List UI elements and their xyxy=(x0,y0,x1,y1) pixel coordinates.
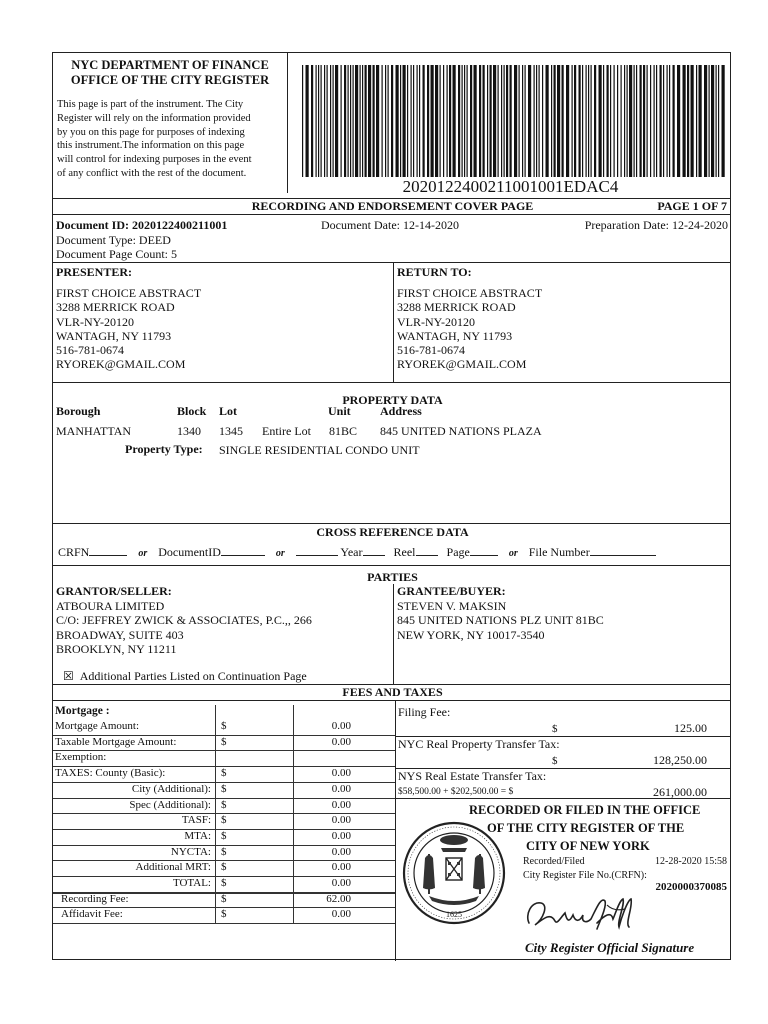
page-ref-label: Page xyxy=(446,545,470,559)
fee-label: Exemption: xyxy=(55,751,107,764)
fee-amount: 0.00 xyxy=(331,720,351,732)
page-count-label: Document Page Count: xyxy=(56,247,168,261)
return-to-label: RETURN TO: xyxy=(397,265,472,279)
reel-label: Reel xyxy=(393,545,416,559)
grantor-line: BROADWAY, SUITE 403 xyxy=(56,627,184,642)
nyc-transfer-tax-label: NYC Real Property Transfer Tax: xyxy=(398,737,560,751)
fee-dollar: $ xyxy=(221,798,227,811)
fee-row xyxy=(53,750,397,765)
fee-row xyxy=(53,845,397,860)
cover-page-document xyxy=(52,52,731,960)
filing-fee-amount: 125.00 xyxy=(674,721,707,735)
fee-dollar: $ xyxy=(221,829,227,842)
fee-amount: 0.00 xyxy=(331,829,351,842)
document-type: DEED xyxy=(138,233,171,247)
fee-dollar: $ xyxy=(221,735,227,748)
document-id-label: Document ID: xyxy=(56,218,129,232)
document-date: 12-14-2020 xyxy=(402,218,459,232)
recorded-heading-line1: RECORDED OR FILED IN THE OFFICE xyxy=(469,803,701,817)
presenter-line: FIRST CHOICE ABSTRACT xyxy=(56,286,202,300)
fee-amount: 0.00 xyxy=(331,814,351,827)
filing-fee-dollar: $ xyxy=(552,723,558,735)
fee-label: Affidavit Fee: xyxy=(61,908,123,921)
presenter-line: WANTAGH, NY 11793 xyxy=(56,328,172,343)
crfn-number-label: City Register File No.(CRFN): xyxy=(523,870,647,881)
fee-label: Taxable Mortgage Amount: xyxy=(55,735,177,748)
fee-dollar: $ xyxy=(221,720,227,732)
address-header: Address xyxy=(380,404,422,418)
nys-transfer-tax-calc: $58,500.00 + $202,500.00 = $ xyxy=(398,787,514,797)
fee-dollar: $ xyxy=(221,861,227,874)
fee-dollar: $ xyxy=(221,845,227,858)
additional-parties-line xyxy=(63,669,307,683)
return-to-address xyxy=(397,286,542,372)
file-number-label: File Number xyxy=(528,545,590,559)
fee-label: TOTAL: xyxy=(172,877,211,889)
borough-header: Borough xyxy=(56,404,101,418)
indexing-notice xyxy=(57,98,252,181)
fee-row xyxy=(53,829,397,844)
property-type-label: Property Type: xyxy=(125,442,203,456)
fee-dollar: $ xyxy=(221,767,227,780)
fee-amount: 0.00 xyxy=(331,845,351,858)
year-label: Year xyxy=(340,545,363,559)
notice-line: Register will rely on the information provided xyxy=(57,112,251,124)
return-to-line: VLR-NY-20120 xyxy=(397,314,475,329)
grantee-line: 845 UNITED NATIONS PLZ UNIT 81BC xyxy=(397,613,604,628)
fee-amount: 0.00 xyxy=(331,735,351,748)
presenter-address xyxy=(56,286,201,372)
grantor-line: C/O: JEFFREY ZWICK & ASSOCIATES, P.C.,, 266 xyxy=(56,613,312,628)
notice-line: will control for indexing purposes in the event xyxy=(57,154,252,166)
fee-amount: 0.00 xyxy=(331,767,351,780)
city-seal-icon xyxy=(399,818,509,928)
grantor-label: GRANTOR/SELLER: xyxy=(56,584,172,598)
return-to-line: 3288 MERRICK ROAD xyxy=(397,300,516,315)
page-count: 5 xyxy=(170,247,177,261)
grantor-line: ATBOURA LIMITED xyxy=(56,599,165,613)
presenter-line: RYOREK@GMAIL.COM xyxy=(56,357,186,372)
nyc-transfer-tax-amount: 128,250.00 xyxy=(653,753,707,767)
fee-label: City (Additional): xyxy=(131,782,211,795)
notice-line: by you on this page for purposes of indexing xyxy=(57,126,245,138)
fee-dollar: $ xyxy=(221,782,227,795)
additional-parties-text: Additional Parties Listed on Continuation Page xyxy=(79,669,307,683)
or-connector: or xyxy=(508,548,518,559)
fee-row xyxy=(53,735,397,750)
register-signature-icon xyxy=(521,893,651,935)
fee-label: NYCTA: xyxy=(170,845,211,858)
department-name: NYC DEPARTMENT OF FINANCE xyxy=(71,58,269,72)
grantee-line: STEVEN V. MAKSIN xyxy=(397,599,507,613)
entire-lot-value: Entire Lot xyxy=(262,424,311,438)
fee-amount: 0.00 xyxy=(331,798,351,811)
preparation-date: 12-24-2020 xyxy=(672,218,728,232)
notice-line: this instrument.The information on this page xyxy=(57,140,245,152)
fee-label: TASF: xyxy=(181,814,211,827)
recorded-filed-datetime: 12-28-2020 15:58 xyxy=(655,856,727,867)
fee-row xyxy=(53,719,397,734)
fee-row xyxy=(53,798,397,813)
document-id-line xyxy=(56,218,227,232)
office-name: OFFICE OF THE CITY REGISTER xyxy=(70,73,270,87)
fee-label: Additional MRT: xyxy=(135,861,211,874)
fee-row xyxy=(53,766,397,781)
barcode-number: 2020122400211001001EDAC4 xyxy=(402,177,619,196)
unit-header: Unit xyxy=(328,404,351,418)
fee-row xyxy=(53,782,397,797)
fee-row xyxy=(53,907,397,922)
fee-label: Recording Fee: xyxy=(61,892,129,905)
grantor-details xyxy=(56,599,312,656)
fees-title: FEES AND TAXES xyxy=(342,685,443,699)
notice-line: of any conflict with the rest of the document. xyxy=(57,167,247,179)
fee-row xyxy=(53,876,397,891)
grantee-line: NEW YORK, NY 10017-3540 xyxy=(397,627,545,642)
property-type-value: SINGLE RESIDENTIAL CONDO UNIT xyxy=(219,443,420,457)
seal-year: 1625 xyxy=(446,910,462,919)
grantee-label: GRANTEE/BUYER: xyxy=(397,584,506,598)
recorded-heading-line2: OF THE CITY REGISTER OF THE xyxy=(487,821,685,835)
document-id-ref-label: DocumentID xyxy=(158,545,221,559)
preparation-date-label: Preparation Date: xyxy=(584,218,669,232)
block-value: 1340 xyxy=(177,424,201,438)
return-to-line: 516-781-0674 xyxy=(397,343,465,358)
fee-amount: 62.00 xyxy=(326,892,351,905)
fee-amount: 0.00 xyxy=(331,908,351,921)
crfn-label: CRFN xyxy=(58,545,90,559)
property-data-title: PROPERTY DATA xyxy=(342,393,443,407)
document-date-label: Document Date: xyxy=(321,218,400,232)
preparation-date-line xyxy=(585,218,728,232)
fee-row xyxy=(53,860,397,875)
crfn-number: 2020000370085 xyxy=(655,881,727,893)
presenter-line: 3288 MERRICK ROAD xyxy=(56,300,175,315)
presenter-label: PRESENTER: xyxy=(56,265,133,279)
grantee-details xyxy=(397,599,604,642)
fee-row xyxy=(53,813,397,828)
or-connector: or xyxy=(138,548,148,559)
return-to-line: FIRST CHOICE ABSTRACT xyxy=(397,286,543,300)
fee-label: TAXES: County (Basic): xyxy=(55,767,166,780)
cover-page-title: RECORDING AND ENDORSEMENT COVER PAGE xyxy=(251,199,534,213)
parties-title: PARTIES xyxy=(367,570,418,584)
fee-amount: 0.00 xyxy=(331,877,351,889)
fee-dollar: $ xyxy=(221,814,227,827)
page-count-line xyxy=(56,247,177,261)
nyc-transfer-tax-dollar: $ xyxy=(552,755,558,767)
block-header: Block xyxy=(177,404,207,418)
borough-value: MANHATTAN xyxy=(56,424,132,438)
nys-transfer-tax-amount: 261,000.00 xyxy=(653,785,707,799)
fee-label: MTA: xyxy=(184,829,211,842)
notice-line: This page is part of the instrument. The City xyxy=(57,99,244,110)
fee-amount: 0.00 xyxy=(331,861,351,874)
nys-transfer-tax-label: NYS Real Estate Transfer Tax: xyxy=(398,769,547,783)
unit-value: 81BC xyxy=(329,424,358,438)
filing-fee-label: Filing Fee: xyxy=(398,705,451,719)
fee-label: Spec (Additional): xyxy=(129,798,211,811)
return-to-line: WANTAGH, NY 11793 xyxy=(397,328,513,343)
document-type-line xyxy=(56,233,171,247)
return-to-line: RYOREK@GMAIL.COM xyxy=(397,357,527,372)
page-number: PAGE 1 OF 7 xyxy=(657,199,727,213)
department-heading xyxy=(53,58,287,88)
document-barcode xyxy=(300,65,726,177)
recorded-heading-line3: CITY OF NEW YORK xyxy=(526,839,650,853)
lot-value: 1345 xyxy=(219,424,243,438)
fee-dollar: $ xyxy=(221,892,227,905)
document-id: 2020122400211001 xyxy=(132,218,228,232)
cross-reference-title: CROSS REFERENCE DATA xyxy=(316,525,469,539)
fee-dollar: $ xyxy=(221,877,227,889)
presenter-line: VLR-NY-20120 xyxy=(56,314,134,329)
fee-dollar: $ xyxy=(221,908,227,921)
address-value: 845 UNITED NATIONS PLAZA xyxy=(380,424,542,438)
fee-amount: 0.00 xyxy=(331,782,351,795)
grantor-line: BROOKLYN, NY 11211 xyxy=(56,641,177,656)
or-connector: or xyxy=(275,548,285,559)
presenter-line: 516-781-0674 xyxy=(56,343,124,358)
mortgage-label: Mortgage : xyxy=(55,705,110,717)
document-type-label: Document Type: xyxy=(56,233,136,247)
official-signature-label: City Register Official Signature xyxy=(525,940,695,955)
lot-header: Lot xyxy=(219,404,237,418)
recorded-filed-label: Recorded/Filed xyxy=(523,856,585,867)
document-date-line xyxy=(321,218,459,232)
cross-reference-row xyxy=(58,545,730,561)
mortgage-fees-table xyxy=(53,719,395,939)
checkbox-checked-icon: ☒ xyxy=(63,669,74,683)
fee-row xyxy=(53,892,397,907)
fee-label: Mortgage Amount: xyxy=(55,720,140,732)
